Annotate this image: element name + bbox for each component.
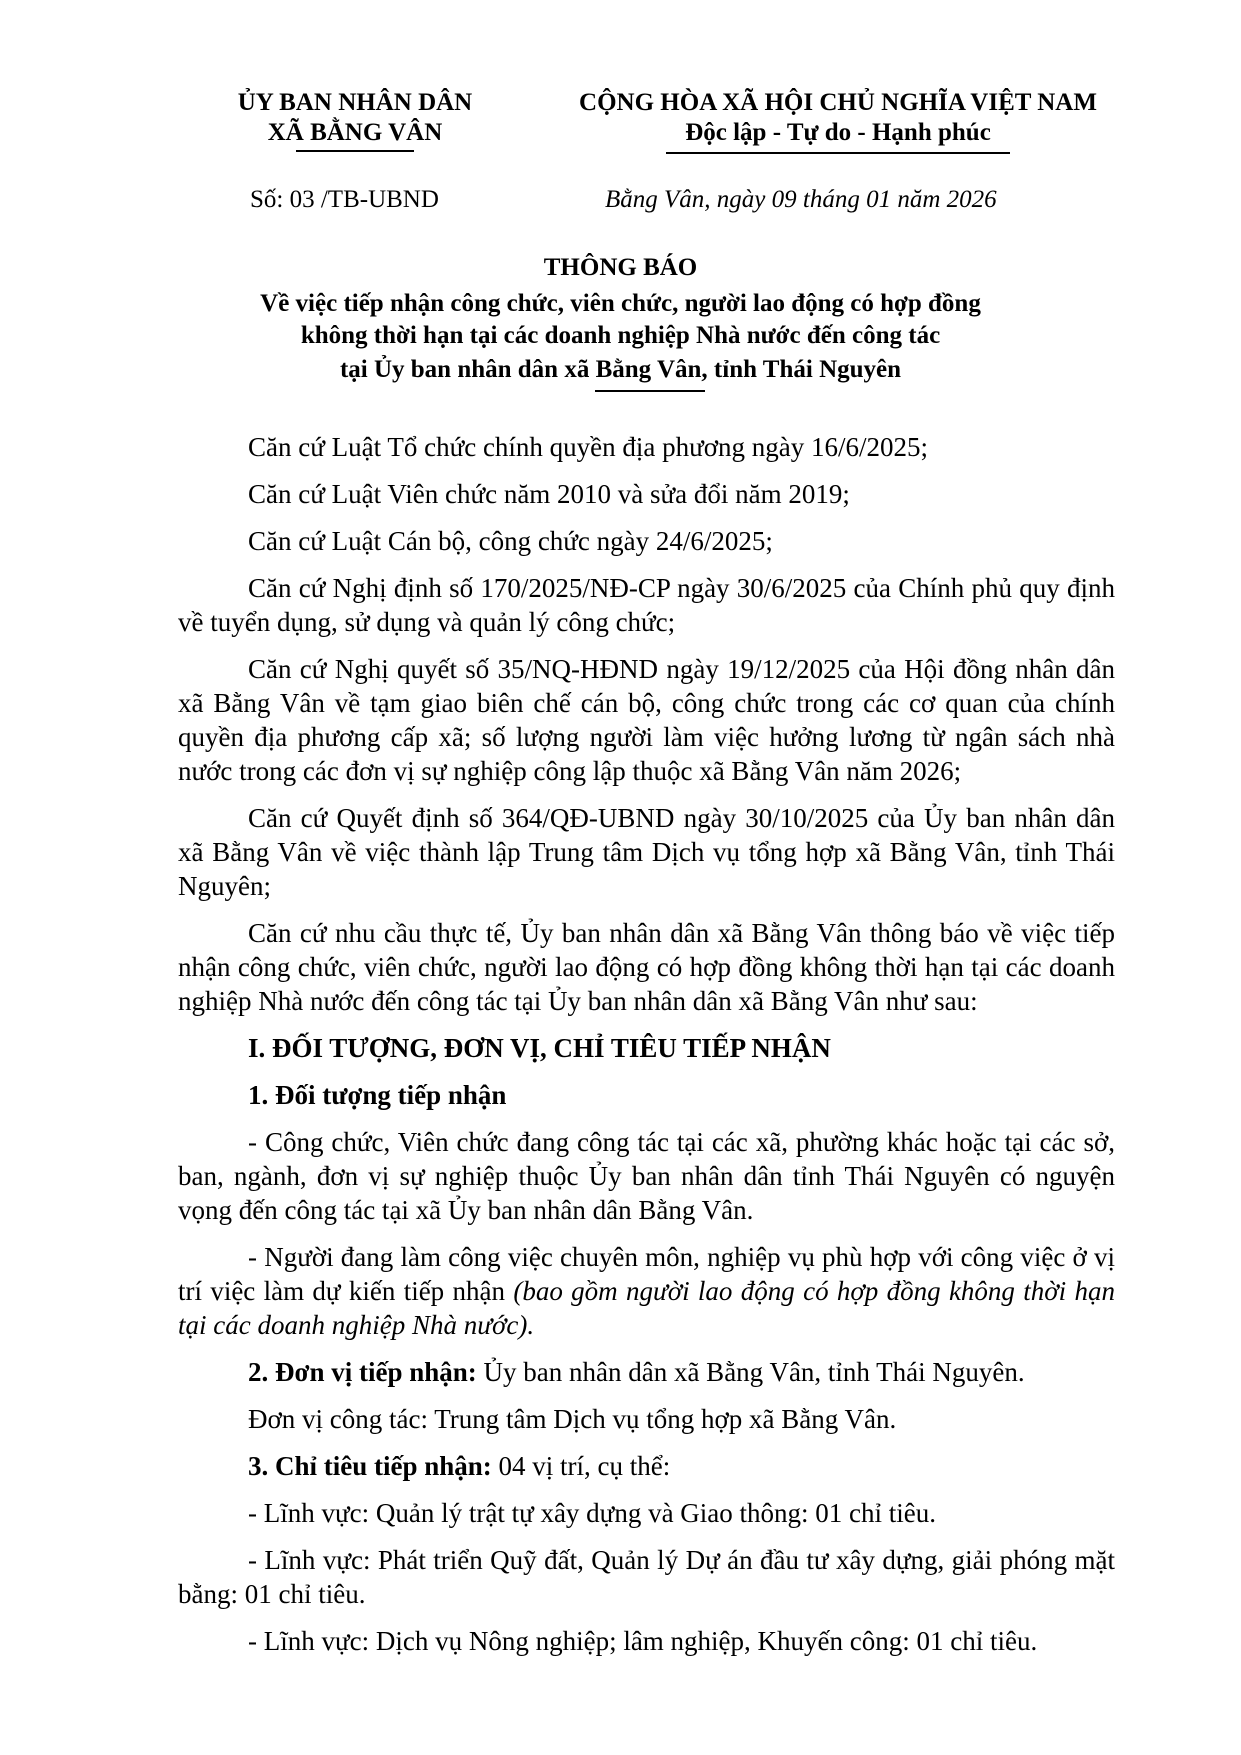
authority-underline <box>296 150 414 152</box>
basis-4: Căn cứ Nghị định số 170/2025/NĐ-CP ngày 30/6/2025 của Chính phủ quy định về tuyển dụng, sử dụng và quản lý công chức; <box>178 573 1115 637</box>
quota-item-3: - Lĩnh vực: Dịch vụ Nông nghiệp; lâm nghiệp, Khuyến công: 01 chỉ tiêu. <box>248 1626 1038 1656</box>
title-underline <box>595 390 705 392</box>
title-subject-line3: tại Ủy ban nhân dân xã Bằng Vân, tỉnh Thái Nguyên <box>339 356 902 383</box>
work-unit: Đơn vị công tác: Trung tâm Dịch vụ tổng hợp xã Bằng Vân. <box>248 1404 897 1434</box>
national-heading <box>548 88 1128 154</box>
quota-item-2: - Lĩnh vực: Phát triển Quỹ đất, Quản lý Dự án đầu tư xây dựng, giải phóng mặt bằng: 01 chỉ tiêu. <box>178 1545 1115 1609</box>
document-number: Số: 03 /TB-UBND <box>250 186 439 213</box>
basis-7: Căn cứ nhu cầu thực tế, Ủy ban nhân dân xã Bằng Vân thông báo về việc tiếp nhận công chức, viên chức, người lao động có hợp đồng không thời hạn tại các doanh nghiệp Nhà nước đến công tác tại Ủy ban nhân dân xã Bằng Vân như sau: <box>178 918 1115 1016</box>
subsection-1-item-2 <box>178 1240 1115 1342</box>
motto-underline <box>666 152 1010 154</box>
title-subject-line2: không thời hạn tại các doanh nghiệp Nhà nước đến công tác <box>300 322 941 349</box>
item-2-text: - Người đang làm công việc chuyên môn, nghiệp vụ phù hợp với công việc ở vị trí việc làm dự kiến tiếp nhận <box>178 1242 1115 1306</box>
nation-name: CỘNG HÒA XÃ HỘI CHỦ NGHĨA VIỆT NAM <box>579 89 1097 116</box>
title-subject-line1: Về việc tiếp nhận công chức, viên chức, người lao động có hợp đồng <box>260 290 981 317</box>
place-date: Bằng Vân, ngày 09 tháng 01 năm 2026 <box>605 186 997 213</box>
section-heading: I. ĐỐI TƯỢNG, ĐƠN VỊ, CHỈ TIÊU TIẾP NHẬN <box>248 1033 831 1063</box>
document-body <box>178 430 1115 1671</box>
item-2-note: (bao gồm người lao động có hợp đồng không thời hạn tại các doanh nghiệp Nhà nước). <box>178 1276 1116 1340</box>
subsection-3 <box>178 1449 1115 1483</box>
subsection-3-label: 3. Chỉ tiêu tiếp nhận: <box>248 1451 492 1481</box>
subsection-3-value: 04 vị trí, cụ thể: <box>491 1451 671 1481</box>
basis-3: Căn cứ Luật Cán bộ, công chức ngày 24/6/2025; <box>248 526 773 556</box>
subsection-1-heading: 1. Đối tượng tiếp nhận <box>248 1080 507 1110</box>
document-title: THÔNG BÁO <box>543 254 698 281</box>
national-motto: Độc lập - Tự do - Hạnh phúc <box>685 119 991 146</box>
subsection-2-value: Ủy ban nhân dân xã Bằng Vân, tỉnh Thái Nguyên. <box>476 1357 1025 1387</box>
subsection-2 <box>178 1355 1115 1389</box>
authority-line1: ỦY BAN NHÂN DÂN <box>237 89 473 116</box>
subsection-1-item-1: - Công chức, Viên chức đang công tác tại các xã, phường khác hoặc tại các sở, ban, ngành, đơn vị sự nghiệp thuộc Ủy ban nhân dân tỉnh Thái Nguyên có nguyện vọng đến công tác tại xã Ủy ban nhân dân Bằng Vân. <box>178 1127 1115 1225</box>
subsection-2-label: 2. Đơn vị tiếp nhận: <box>248 1357 477 1387</box>
basis-5: Căn cứ Nghị quyết số 35/NQ-HĐND ngày 19/12/2025 của Hội đồng nhân dân xã Bằng Vân về tạm giao biên chế cán bộ, công chức trong các cơ quan của chính quyền địa phương cấp xã; số lượng người làm việc hưởng lương từ ngân sách nhà nước trong các đơn vị sự nghiệp công lập thuộc xã Bằng Vân năm 2026; <box>178 654 1115 786</box>
basis-1: Căn cứ Luật Tổ chức chính quyền địa phương ngày 16/6/2025; <box>248 432 929 462</box>
basis-6: Căn cứ Quyết định số 364/QĐ-UBND ngày 30/10/2025 của Ủy ban nhân dân xã Bằng Vân về việc thành lập Trung tâm Dịch vụ tổng hợp xã Bằng Vân, tỉnh Thái Nguyên; <box>178 803 1115 901</box>
basis-2: Căn cứ Luật Viên chức năm 2010 và sửa đổi năm 2019; <box>248 479 850 509</box>
quota-item-1: - Lĩnh vực: Quản lý trật tự xây dựng và Giao thông: 01 chỉ tiêu. <box>248 1498 937 1528</box>
authority-line2: XÃ BẰNG VÂN <box>267 119 443 146</box>
issuing-authority <box>190 88 520 152</box>
